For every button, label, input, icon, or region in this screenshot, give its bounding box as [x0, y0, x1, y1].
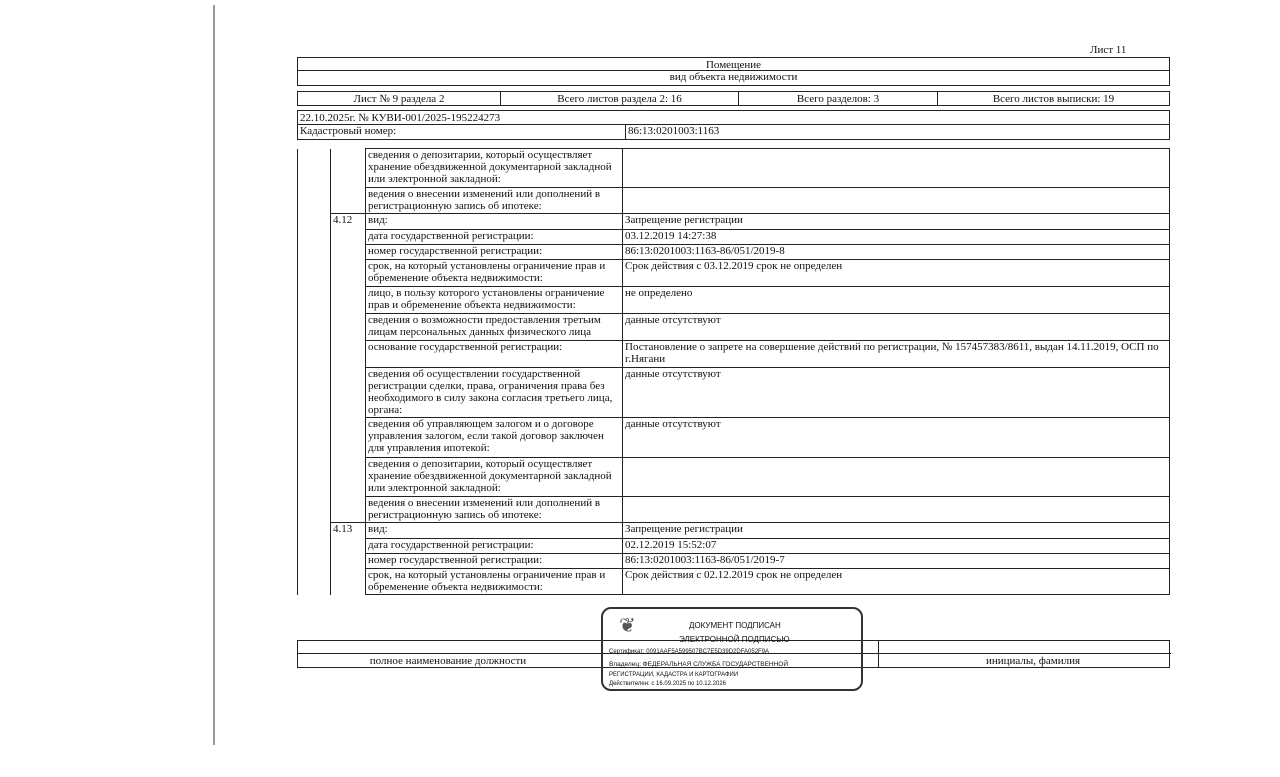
electronic-signature-stamp: [601, 607, 863, 691]
stamp-validity: Действителен: с 16.09.2025 по 10.12.2026: [609, 681, 726, 687]
scan-edge: [213, 5, 215, 745]
row-number: [331, 314, 366, 341]
table-row: [298, 230, 1170, 245]
table-row: [298, 418, 1170, 458]
row-value: Постановление о запрете на совершение действий по регистрации, № 157457383/8611, выдан 14.11.2019, ОСП по г.Нягани: [623, 341, 1170, 368]
row-number: [331, 230, 366, 245]
sheet-number: Лист 11: [1090, 44, 1127, 56]
object-type: Помещение: [297, 57, 1170, 71]
row-label: вид:: [366, 523, 623, 539]
row-number: [331, 418, 366, 458]
row-label: номер государственной регистрации:: [366, 245, 623, 260]
table-row: [298, 314, 1170, 341]
cadastral-label: Кадастровый номер:: [298, 124, 626, 139]
row-margin-cell: [298, 149, 331, 188]
row-margin-cell: [298, 260, 331, 287]
row-number: [331, 287, 366, 314]
row-value: Срок действия с 03.12.2019 срок не определен: [623, 260, 1170, 287]
total-sheets: Всего листов выписки: 19: [992, 93, 1115, 105]
row-value: данные отсутствуют: [623, 314, 1170, 341]
sheet-info-row: [297, 91, 1170, 106]
row-margin-cell: [298, 368, 331, 418]
table-row: [298, 539, 1170, 554]
row-value: [623, 188, 1170, 214]
sheet-no: Лист № 9 раздела 2: [298, 92, 501, 105]
table-row: [298, 458, 1170, 497]
row-label: ведения о внесении изменений или дополнений в регистрационную запись об ипотеке:: [366, 188, 623, 214]
row-value: [623, 458, 1170, 497]
row-margin-cell: [298, 214, 331, 230]
row-margin-cell: [298, 341, 331, 368]
row-number: [331, 539, 366, 554]
row-number: [331, 188, 366, 214]
table-row: [298, 368, 1170, 418]
row-margin-cell: [298, 188, 331, 214]
row-number: [331, 497, 366, 523]
row-label: сведения об управляющем залогом и о договоре управления залогом, если такой договор заключен для управления ипотекой:: [366, 418, 623, 458]
table-row: [298, 554, 1170, 569]
row-number: [331, 260, 366, 287]
object-type-caption: вид объекта недвижимости: [297, 70, 1170, 86]
row-label: дата государственной регистрации:: [366, 230, 623, 245]
table-row: [298, 245, 1170, 260]
row-value: 86:13:0201003:1163-86/051/2019-7: [623, 554, 1170, 569]
row-value: Запрещение регистрации: [623, 523, 1170, 539]
row-number: [331, 368, 366, 418]
row-value: данные отсутствуют: [623, 368, 1170, 418]
row-number: [331, 341, 366, 368]
row-number: [331, 245, 366, 260]
table-row: [298, 287, 1170, 314]
table-row: [298, 523, 1170, 539]
position-caption: полное наименование должности: [369, 655, 527, 667]
row-label: лицо, в пользу которого установлены ограничение прав и обременение объекта недвижимости:: [366, 287, 623, 314]
row-margin-cell: [298, 245, 331, 260]
row-label: дата государственной регистрации:: [366, 539, 623, 554]
table-row: [298, 149, 1170, 188]
row-margin-cell: [298, 230, 331, 245]
row-margin-cell: [298, 418, 331, 458]
row-label: срок, на который установлены ограничение прав и обременение объекта недвижимости:: [366, 569, 623, 595]
row-margin-cell: [298, 569, 331, 595]
row-number: [331, 554, 366, 569]
table-row: [298, 214, 1170, 230]
row-number: 4.13: [331, 523, 366, 539]
total-sections: Всего разделов: 3: [739, 92, 938, 105]
table-row: [298, 497, 1170, 523]
cadastral-row: [297, 124, 1170, 140]
row-label: срок, на который установлены ограничение прав и обременение объекта недвижимости:: [366, 260, 623, 287]
table-row: [298, 260, 1170, 287]
table-row: [298, 188, 1170, 214]
encumbrance-table: [297, 148, 1170, 595]
row-value: Срок действия с 02.12.2019 срок не определен: [623, 569, 1170, 595]
document-id: 22.10.2025г. № КУВИ-001/2025-195224273: [297, 110, 1170, 125]
total-section-sheets: Всего листов раздела 2: 16: [501, 92, 739, 105]
row-value: 86:13:0201003:1163-86/051/2019-8: [623, 245, 1170, 260]
row-margin-cell: [298, 458, 331, 497]
emblem-icon: ❦: [619, 615, 636, 637]
row-label: ведения о внесении изменений или дополнений в регистрационную запись об ипотеке:: [366, 497, 623, 523]
row-label: сведения о депозитарии, который осуществляет хранение обездвиженной документарной закладной или электронной закладной:: [366, 149, 623, 188]
stamp-subtitle: ЭЛЕКТРОННОЙ ПОДПИСЬЮ: [679, 635, 790, 644]
row-label: сведения об осуществлении государственной регистрации сделки, права, ограничения права без необходимого в силу закона согласия третьего лица, органа:: [366, 368, 623, 418]
row-value: 02.12.2019 15:52:07: [623, 539, 1170, 554]
row-number: 4.12: [331, 214, 366, 230]
row-label: сведения о возможности предоставления третьим лицам персональных данных физического лица: [366, 314, 623, 341]
row-number: [331, 569, 366, 595]
stamp-owner-2: РЕГИСТРАЦИИ, КАДАСТРА И КАРТОГРАФИИ: [609, 672, 739, 678]
row-label: вид:: [366, 214, 623, 230]
row-label: основание государственной регистрации:: [366, 341, 623, 368]
row-value: [623, 149, 1170, 188]
row-value: данные отсутствуют: [623, 418, 1170, 458]
row-number: [331, 458, 366, 497]
row-value: Запрещение регистрации: [623, 214, 1170, 230]
row-value: [623, 497, 1170, 523]
stamp-certificate: Сертификат: 0091AAF5A599507BC7E5D39D2DFA052F9A: [609, 649, 770, 655]
row-margin-cell: [298, 523, 331, 539]
row-label: номер государственной регистрации:: [366, 554, 623, 569]
stamp-title: ДОКУМЕНТ ПОДПИСАН: [689, 621, 781, 630]
row-margin-cell: [298, 554, 331, 569]
row-number: [331, 149, 366, 188]
row-margin-cell: [298, 314, 331, 341]
stamp-owner: Владелец: ФЕДЕРАЛЬНАЯ СЛУЖБА ГОСУДАРСТВЕННОЙ: [609, 661, 789, 668]
row-value: не определено: [623, 287, 1170, 314]
table-row: [298, 569, 1170, 595]
name-caption: инициалы, фамилия: [985, 655, 1081, 667]
row-margin-cell: [298, 497, 331, 523]
row-value: 03.12.2019 14:27:38: [623, 230, 1170, 245]
row-margin-cell: [298, 539, 331, 554]
row-label: сведения о депозитарии, который осуществляет хранение обездвиженной документарной закладной или электронной закладной:: [366, 458, 623, 497]
table-row: [298, 341, 1170, 368]
row-margin-cell: [298, 287, 331, 314]
cadastral-value: 86:13:0201003:1163: [628, 125, 720, 137]
